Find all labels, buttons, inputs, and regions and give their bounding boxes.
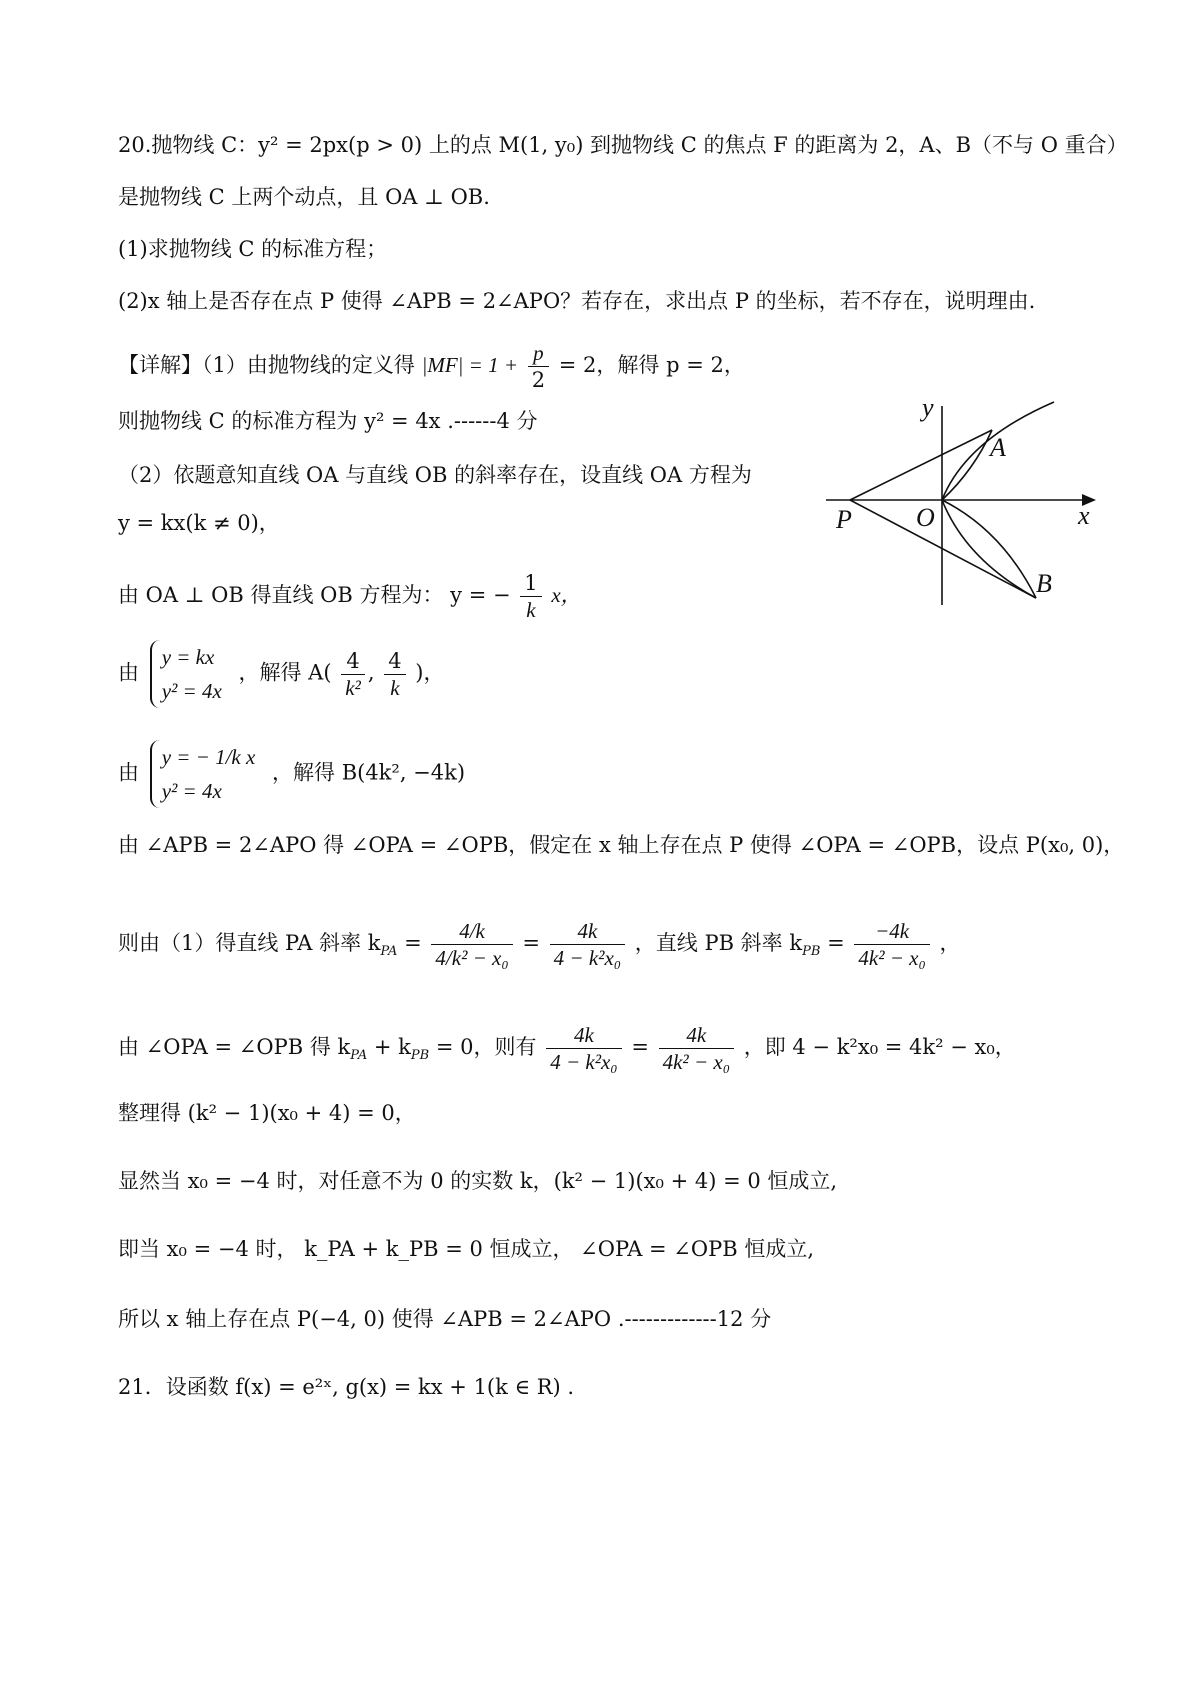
eq-subscript-pb: PB bbox=[410, 1048, 430, 1064]
fraction-slope-pa bbox=[550, 918, 625, 971]
system-row-2: y² = 4x bbox=[161, 679, 222, 703]
fraction-denominator: 2 bbox=[531, 368, 546, 392]
solve-a-close: )， bbox=[415, 660, 445, 685]
p20-solution-slopes bbox=[118, 918, 961, 971]
fraction-4-over-k2 bbox=[341, 648, 365, 701]
fraction-p-over-2 bbox=[528, 340, 549, 393]
system-prefix: 由 bbox=[118, 660, 139, 685]
segment-oa bbox=[942, 430, 992, 500]
p20-stem-line1: 20.抛物线 C：y² = 2px(p > 0) 上的点 M(1, y₀) 到抛物线 C 的焦点 F 的距离为 2，A、B（不与 O 重合） bbox=[118, 133, 1128, 157]
line-pa bbox=[850, 430, 992, 500]
fraction-4-over-k bbox=[384, 648, 405, 701]
parabola-lower-branch bbox=[942, 500, 1036, 598]
solve-b-text: ，解得 B(4k², −4k) bbox=[272, 760, 466, 785]
label-p: P bbox=[836, 505, 852, 534]
p20-solution-conclusion: 所以 x 轴上存在点 P(−4, 0) 使得 ∠APB = 2∠APO .-------------12 分 bbox=[118, 1307, 772, 1331]
system-row-1: y = − 1/k x bbox=[161, 745, 256, 769]
ob-text: 由 OA ⊥ OB 得直线 OB 方程为： y = − bbox=[118, 583, 511, 607]
p20-system-a: 由 y = kx y² = 4x ，解得 A( $\frac{4}{\text{k²}}$ , $\frac{4}{k}$ )， bbox=[118, 640, 444, 708]
fraction-compound bbox=[431, 918, 512, 971]
fraction-denominator: 4 − k²x₀ bbox=[550, 1050, 618, 1074]
fraction-1-over-k bbox=[520, 570, 541, 623]
equals-sign: = bbox=[631, 1035, 649, 1059]
p20-solution-holds: 即当 x₀ = −4 时， k_PA + k_PB = 0 恒成立， ∠OPA = ∠OPB 恒成立, bbox=[118, 1237, 815, 1261]
fraction-denominator: k bbox=[390, 675, 400, 700]
fraction-denominator: k² bbox=[345, 675, 361, 700]
p20-system-b bbox=[118, 740, 465, 808]
solve-a-text: ，解得 A( bbox=[238, 660, 332, 685]
fraction-numerator: 4k bbox=[550, 918, 625, 945]
fraction-denominator: 4/k² − x₀ bbox=[435, 946, 509, 970]
slope-pa-text: 则由（1）得直线 PA 斜率 k bbox=[118, 931, 381, 955]
fraction-left bbox=[546, 1022, 621, 1075]
eq-subscript-pa: PA bbox=[350, 1048, 368, 1064]
slopes-tail: ， bbox=[939, 931, 961, 955]
eq-then: = 0，则有 bbox=[429, 1035, 537, 1059]
label-a: A bbox=[990, 433, 1006, 462]
system-prefix: 由 bbox=[118, 760, 139, 785]
p20-solution-factor: 整理得 (k² − 1)(x₀ + 4) = 0， bbox=[118, 1101, 416, 1125]
p20-stem-line2: 是抛物线 C 上两个动点，且 OA ⊥ OB. bbox=[118, 185, 490, 209]
p20-solution-obvious: 显然当 x₀ = −4 时，对任意不为 0 的实数 k，(k² − 1)(x₀ + 4) = 0 恒成立, bbox=[118, 1169, 838, 1193]
p20-solution-standard-eq: 则抛物线 C 的标准方程为 y² = 4x .------4 分 bbox=[118, 409, 538, 433]
equals-sign: = bbox=[522, 931, 540, 955]
label-b: B bbox=[1036, 569, 1052, 598]
segment-ob bbox=[942, 500, 1036, 598]
p20-solution-angle: 由 ∠APB = 2∠APO 得 ∠OPA = ∠OPB，假定在 x 轴上存在点 P 使得 ∠OPA = ∠OPB，设点 P(x₀, 0)， bbox=[118, 833, 1125, 857]
eq-text: 由 ∠OPA = ∠OPB 得 k bbox=[118, 1035, 351, 1059]
p20-solution-part1 bbox=[118, 340, 745, 393]
fraction-numerator: 4 bbox=[341, 648, 365, 675]
parabola-figure bbox=[826, 393, 1106, 660]
solve-p-text: = 2，解得 p = 2， bbox=[558, 353, 745, 377]
fraction-numerator: 4k bbox=[659, 1022, 734, 1049]
fraction-numerator: 4 bbox=[384, 648, 405, 675]
equals-sign: = bbox=[827, 931, 845, 955]
system-row-2: y² = 4x bbox=[161, 779, 222, 803]
slope-pa-subscript: PA bbox=[380, 944, 398, 960]
fraction-right bbox=[659, 1022, 734, 1075]
label-x: x bbox=[1078, 501, 1090, 530]
fraction-numerator: p bbox=[528, 340, 549, 367]
p20-solution-oa-eq: y = kx(k ≠ 0)， bbox=[118, 511, 280, 535]
ob-tail: x， bbox=[551, 583, 582, 607]
eq-tail: ，即 4 − k²x₀ = 4k² − x₀， bbox=[743, 1035, 1016, 1059]
line-pb bbox=[850, 500, 1036, 598]
system-row-1: y = kx bbox=[161, 645, 215, 669]
mf-expression: |MF| = 1 + bbox=[421, 353, 519, 377]
fraction-numerator: 4/k bbox=[431, 918, 512, 945]
fraction-denominator: 4k² − x₀ bbox=[858, 946, 926, 970]
equation-system bbox=[150, 740, 262, 808]
eq-plus: + k bbox=[367, 1035, 411, 1059]
p20-solution-part2-intro: （2）依题意知直线 OA 与直线 OB 的斜率存在，设直线 OA 方程为 bbox=[118, 463, 752, 487]
fraction-denominator: k bbox=[526, 598, 536, 622]
p21-stem: 21．设函数 f(x) = e²ˣ, g(x) = kx + 1(k ∈ R) . bbox=[118, 1375, 575, 1399]
fraction-numerator: 4k bbox=[546, 1022, 621, 1049]
equals-sign: = bbox=[404, 931, 422, 955]
equation-system bbox=[150, 640, 228, 708]
fraction-numerator: 1 bbox=[520, 570, 541, 597]
p20-question-2: (2)x 轴上是否存在点 P 使得 ∠APB = 2∠APO？若存在，求出点 P 的坐标，若不存在，说明理由. bbox=[118, 289, 1036, 313]
fraction-denominator: 4 − k²x₀ bbox=[553, 946, 622, 970]
solution-heading: 【详解】（1）由抛物线的定义得 bbox=[118, 353, 415, 377]
p20-solution-ob-eq bbox=[118, 570, 582, 623]
slope-pb-subscript: PB bbox=[802, 944, 821, 960]
parabola-diagram bbox=[826, 393, 1106, 660]
fraction-numerator: −4k bbox=[854, 918, 929, 945]
label-y: y bbox=[922, 393, 934, 422]
slope-pb-text: ，直线 PB 斜率 k bbox=[634, 931, 803, 955]
fraction-slope-pb bbox=[854, 918, 929, 971]
label-o: O bbox=[916, 503, 935, 532]
fraction-denominator: 4k² − x₀ bbox=[662, 1050, 731, 1074]
p20-solution-equation bbox=[118, 1022, 1016, 1075]
p20-question-1: (1)求抛物线 C 的标准方程； bbox=[118, 237, 388, 261]
